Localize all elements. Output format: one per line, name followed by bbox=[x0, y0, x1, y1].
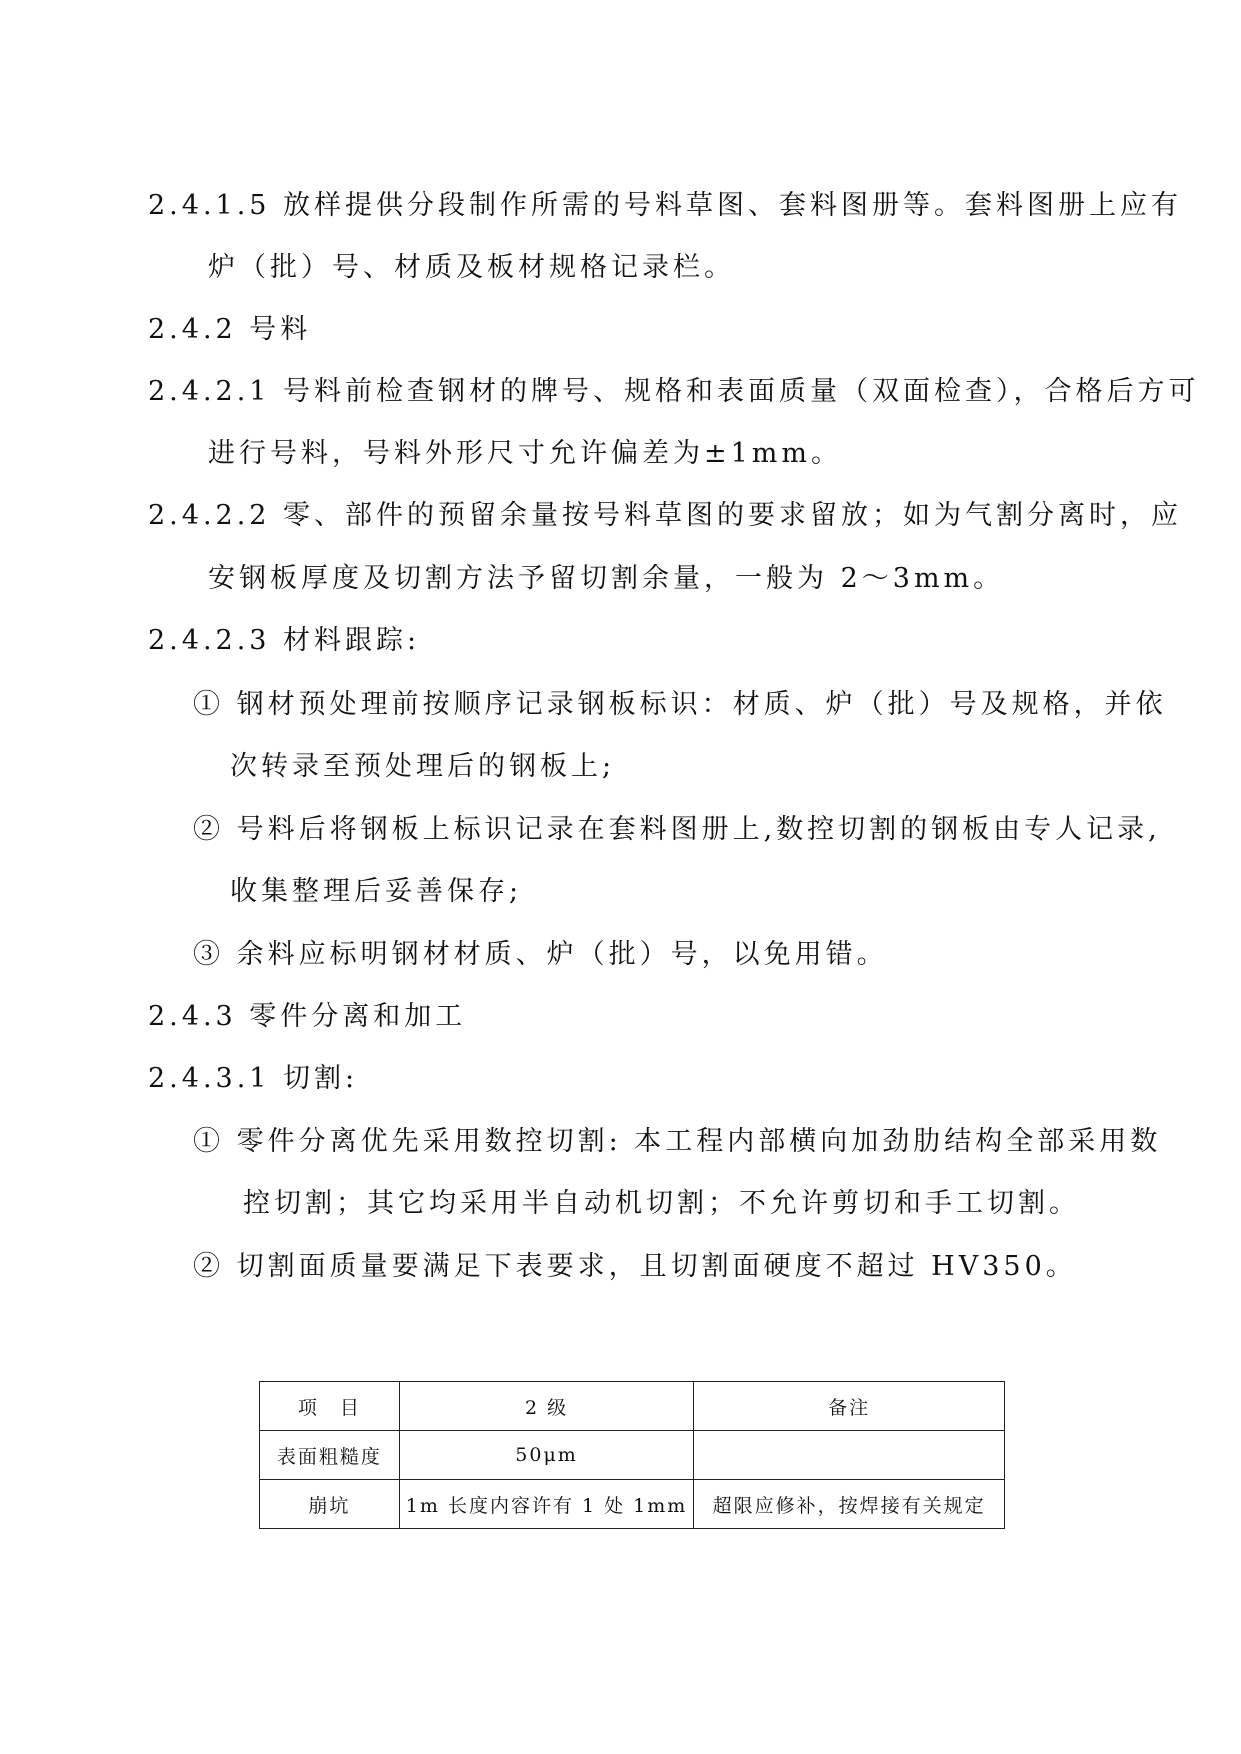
table-cell: 崩坑 bbox=[260, 1480, 400, 1529]
tracking-item-2-line-1: ② 号料后将钢板上标识记录在套料图册上,数控切割的钢板由专人记录, bbox=[193, 814, 1161, 845]
table-header-cell: 2 级 bbox=[399, 1382, 693, 1431]
table-cell: 超限应修补，按焊接有关规定 bbox=[694, 1480, 1005, 1529]
table-cell: 1m 长度内容许有 1 处 1mm bbox=[399, 1480, 693, 1529]
paragraph-2-4-1-5-line-2: 炉（批）号、材质及板材规格记录栏。 bbox=[208, 252, 735, 283]
table-header-cell: 备注 bbox=[694, 1382, 1005, 1431]
cutting-item-1-line-2: 控切割；其它均采用半自动机切割；不允许剪切和手工切割。 bbox=[243, 1188, 1080, 1219]
paragraph-2-4-2-2-line-2: 安钢板厚度及切割方法予留切割余量，一般为 2～3mm。 bbox=[208, 563, 1005, 594]
paragraph-2-4-1-5-line-1: 2.4.1.5 放样提供分段制作所需的号料草图、套料图册等。套料图册上应有 bbox=[148, 190, 1183, 221]
table-row bbox=[260, 1480, 1005, 1529]
table-header-row bbox=[260, 1382, 1005, 1431]
tracking-item-3: ③ 余料应标明钢材材质、炉（批）号，以免用错。 bbox=[193, 939, 888, 970]
cutting-item-2: ② 切割面质量要满足下表要求，且切割面硬度不超过 HV350。 bbox=[193, 1251, 1077, 1282]
paragraph-2-4-2-3: 2.4.2.3 材料跟踪: bbox=[148, 625, 421, 656]
table-row bbox=[260, 1431, 1005, 1480]
tracking-item-1-line-2: 次转录至预处理后的钢板上; bbox=[230, 751, 616, 782]
paragraph-2-4-2-1-line-1: 2.4.2.1 号料前检查钢材的牌号、规格和表面质量（双面检查），合格后方可 bbox=[148, 376, 1200, 407]
paragraph-2-4-2-2-line-1: 2.4.2.2 零、部件的预留余量按号料草图的要求留放；如为气割分离时，应 bbox=[148, 500, 1183, 531]
tracking-item-1-line-1: ① 钢材预处理前按顺序记录钢板标识：材质、炉（批）号及规格，并依 bbox=[193, 689, 1167, 720]
table-header-cell: 项 目 bbox=[260, 1382, 400, 1431]
section-heading-2-4-2: 2.4.2 号料 bbox=[148, 314, 312, 345]
tracking-item-2-line-2: 收集整理后妥善保存; bbox=[230, 876, 523, 907]
cutting-item-1-line-1: ① 零件分离优先采用数控切割: 本工程内部横向加劲肋结构全部采用数 bbox=[193, 1126, 1162, 1157]
cutting-quality-table bbox=[259, 1381, 1005, 1529]
table-cell: 表面粗糙度 bbox=[260, 1431, 400, 1480]
section-heading-2-4-3: 2.4.3 零件分离和加工 bbox=[148, 1001, 467, 1032]
paragraph-2-4-3-1: 2.4.3.1 切割: bbox=[148, 1063, 359, 1094]
paragraph-2-4-2-1-line-2: 进行号料，号料外形尺寸允许偏差为±1mm。 bbox=[208, 438, 843, 469]
table-cell bbox=[694, 1431, 1005, 1480]
table-cell: 50μm bbox=[399, 1431, 693, 1480]
